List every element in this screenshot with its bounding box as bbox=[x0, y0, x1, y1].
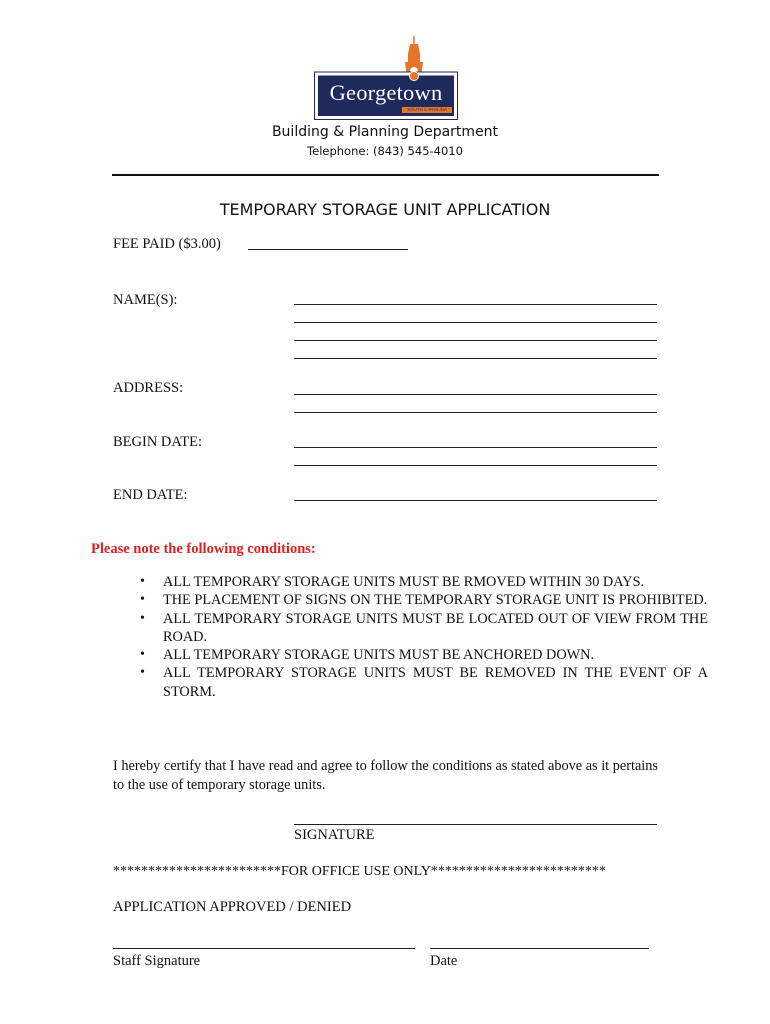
georgetown-logo bbox=[314, 36, 458, 120]
staff-signature-label: Staff Signature bbox=[113, 953, 201, 969]
approval-status: APPLICATION APPROVED / DENIED bbox=[113, 899, 352, 915]
begin-date-field[interactable] bbox=[294, 465, 657, 466]
conditions-list bbox=[113, 573, 708, 701]
header-rule bbox=[112, 174, 659, 176]
condition-item: • ALL TEMPORARY STORAGE UNITS MUST BE ANCHORED DOWN. bbox=[163, 646, 708, 664]
address-label: ADDRESS: bbox=[113, 380, 184, 396]
form-title: TEMPORARY STORAGE UNIT APPLICATION bbox=[219, 200, 551, 219]
names-field[interactable] bbox=[294, 358, 657, 359]
condition-item: • ALL TEMPORARY STORAGE UNITS MUST BE REMOVED IN THE EVENT OF A STORM. bbox=[163, 664, 708, 701]
names-field[interactable] bbox=[294, 304, 657, 305]
begin-date-label: BEGIN DATE: bbox=[113, 434, 203, 450]
condition-item: • THE PLACEMENT OF SIGNS ON THE TEMPORARY STORAGE UNIT IS PROHIBITED. bbox=[163, 591, 708, 609]
logo-subtext: SOUTH CAROLINA bbox=[406, 107, 447, 112]
department-name: Building & Planning Department bbox=[271, 124, 499, 140]
begin-date-field[interactable] bbox=[294, 447, 657, 448]
date-field[interactable] bbox=[430, 948, 649, 949]
staff-signature-field[interactable] bbox=[113, 948, 415, 949]
conditions-heading: Please note the following conditions: bbox=[91, 541, 316, 557]
logo-wordmark: Georgetown bbox=[329, 80, 443, 105]
fee-paid-label: FEE PAID ($3.00) bbox=[113, 236, 221, 252]
fee-paid-field[interactable] bbox=[248, 249, 408, 250]
names-field[interactable] bbox=[294, 322, 657, 323]
certification-text: I hereby certify that I have read and agree to follow the conditions as stated above as it pertains to the use of temporary storage units. bbox=[113, 758, 658, 793]
names-label: NAME(S): bbox=[113, 292, 178, 308]
date-label: Date bbox=[430, 953, 458, 969]
end-date-label: END DATE: bbox=[113, 487, 188, 503]
condition-item: • ALL TEMPORARY STORAGE UNITS MUST BE LOCATED OUT OF VIEW FROM THE ROAD. bbox=[163, 610, 708, 647]
signature-field[interactable] bbox=[294, 824, 657, 825]
office-use-banner: ************************FOR OFFICE USE ONLY************************* bbox=[113, 864, 606, 879]
telephone: Telephone: (843) 545-4010 bbox=[307, 144, 463, 158]
names-field[interactable] bbox=[294, 340, 657, 341]
end-date-field[interactable] bbox=[294, 500, 657, 501]
condition-item: • ALL TEMPORARY STORAGE UNITS MUST BE RMOVED WITHIN 30 DAYS. bbox=[163, 573, 708, 591]
address-field[interactable] bbox=[294, 412, 657, 413]
address-field[interactable] bbox=[294, 394, 657, 395]
signature-label: SIGNATURE bbox=[294, 827, 375, 843]
